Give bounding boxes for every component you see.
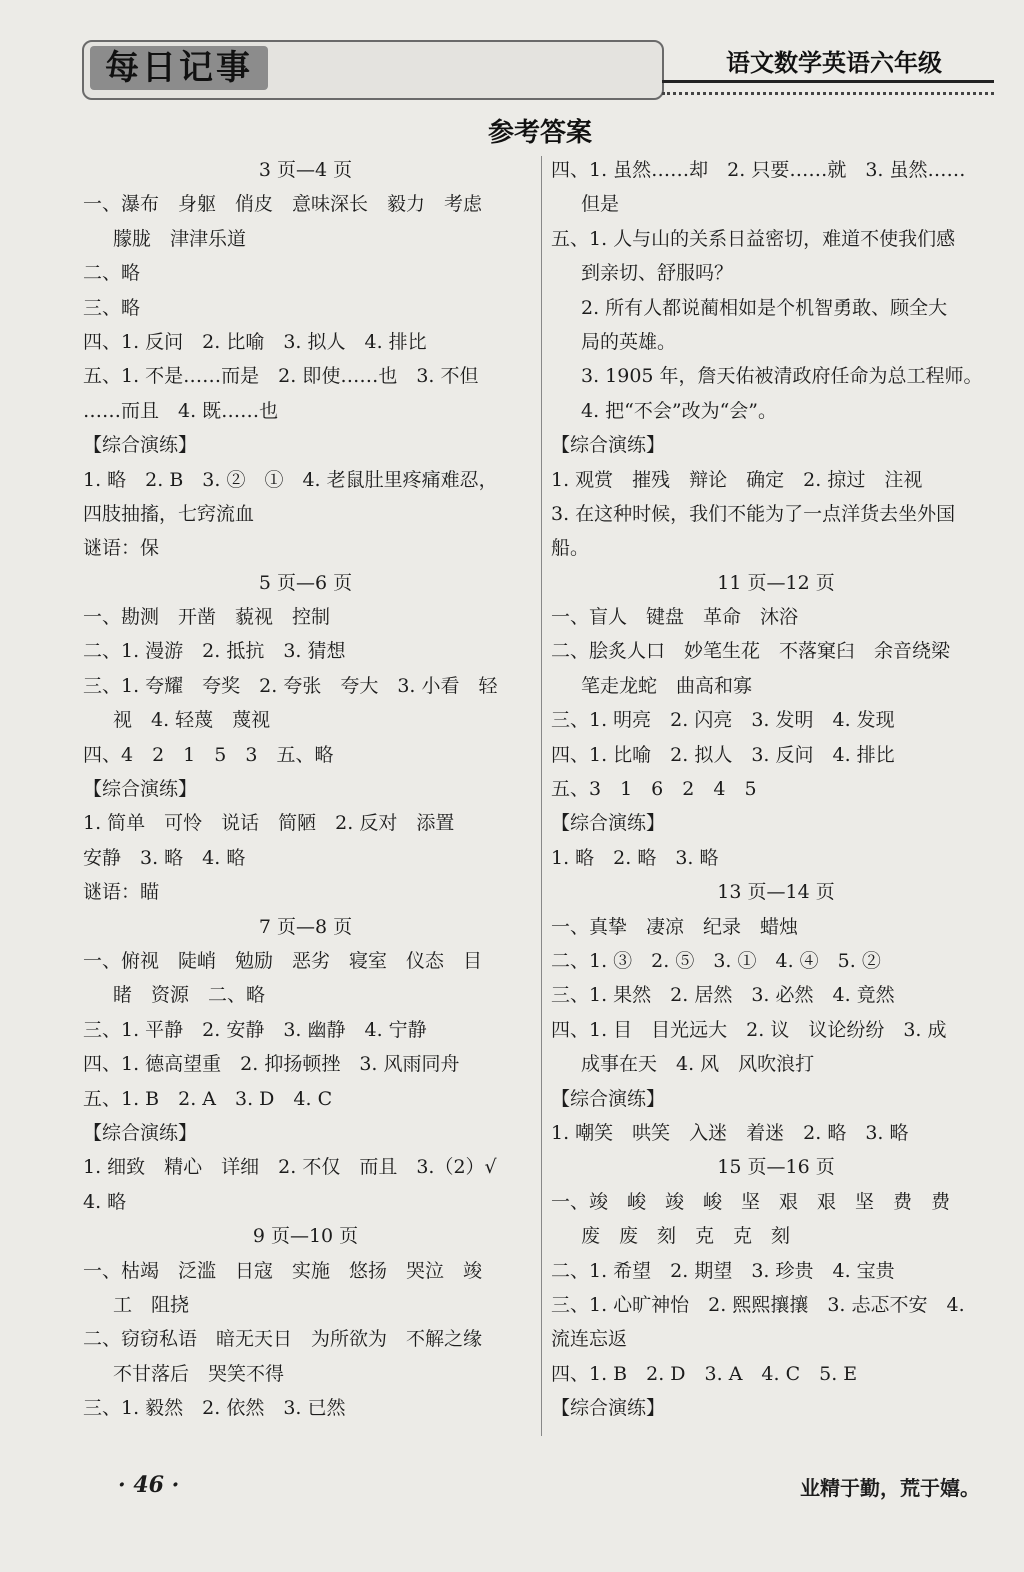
answer-line: 谜语：瞄 [83,881,160,904]
answer-line: 四、1. 比喻 2. 拟人 3. 反问 4. 排比 [551,743,895,766]
answer-line: ……而且 4. 既……也 [83,399,279,422]
answer-line: 三、1. 心旷神怡 2. 熙熙攘攘 3. 忐忑不安 4. [551,1293,965,1316]
answer-line: 2. 所有人都说蔺相如是个机智勇敢、顾全大 [581,296,948,319]
answer-line: 二、脍炙人口 妙笔生花 不落窠臼 余音绕梁 [551,640,951,663]
answer-line: 工 阻挠 [113,1293,190,1316]
answer-line: 【综合演练】 [83,778,198,801]
answer-line: 流连忘返 [551,1328,628,1351]
answer-line: 四、1. B 2. D 3. A 4. C 5. E [551,1362,858,1385]
answer-line: 【综合演练】 [83,434,198,457]
section-heading: 13 页—14 页 [717,881,835,904]
answer-line: 一、枯竭 泛滥 日寇 实施 悠扬 哭泣 竣 [83,1259,483,1282]
header-dotted-rule [662,92,994,95]
answer-line: 1. 略 2. B 3. ② ① 4. 老鼠肚里疼痛难忍， [83,468,498,491]
page-number: · 46 · [118,1472,180,1498]
answer-line: 1. 细致 精心 详细 2. 不仅 而且 3.（2）√ [83,1156,497,1179]
answer-line: 一、盲人 键盘 革命 沐浴 [551,606,799,629]
answer-line: 二、略 [83,262,141,285]
answer-line: 安静 3. 略 4. 略 [83,846,246,869]
answer-line: 局的英雄。 [581,330,677,353]
answer-line: 四、1. 虽然……却 2. 只要……就 3. 虽然…… [551,159,966,181]
answer-line: 三、1. 夸耀 夸奖 2. 夸张 夸大 3. 小看 轻 [83,674,498,697]
answer-line: 五、1. 不是……而是 2. 即使……也 3. 不但 [83,365,479,388]
section-heading: 11 页—12 页 [717,571,835,594]
answer-line: 五、1. 人与山的关系日益密切，难道不使我们感 [551,227,956,250]
footer-motto: 业精于勤，荒于嬉。 [800,1476,980,1500]
answer-line: 四、1. 反问 2. 比喻 3. 拟人 4. 排比 [83,330,427,353]
answer-line: 一、竣 峻 竣 峻 坚 艰 艰 坚 费 费 [551,1190,951,1213]
answer-line: 四、4 2 1 5 3 五、略 [83,743,334,766]
answer-line: 一、瀑布 身躯 俏皮 意味深长 毅力 考虑 [83,193,483,216]
header-rule [662,80,994,83]
answer-line: 三、1. 果然 2. 居然 3. 必然 4. 竟然 [551,984,895,1007]
answer-line: 三、1. 明亮 2. 闪亮 3. 发明 4. 发现 [551,709,895,732]
column-divider [541,156,542,1436]
answer-line: 废 废 刻 克 克 刻 [581,1225,791,1248]
answer-line: 一、勘测 开凿 藐视 控制 [83,606,331,629]
answer-line: 【综合演练】 [551,434,666,457]
answer-line: 一、真挚 凄凉 纪录 蜡烛 [551,915,799,938]
answer-line: 3. 1905 年，詹天佑被清政府任命为总工程师。 [581,365,983,388]
answer-line: 五、3 1 6 2 4 5 [551,778,757,801]
right-column [551,153,1001,1425]
section-heading: 5 页—6 页 [258,571,353,594]
page-title: 参考答案 [487,118,592,148]
section-heading: 3 页—4 页 [258,159,353,181]
answer-line: 四肢抽搐，七窍流血 [83,502,255,525]
answer-line: 四、1. 德高望重 2. 抑扬顿挫 3. 风雨同舟 [83,1053,460,1076]
answer-line: 但是 [581,193,620,216]
section-heading: 9 页—10 页 [252,1225,359,1248]
answer-line: 三、1. 平静 2. 安静 3. 幽静 4. 宁静 [83,1018,427,1041]
answer-line: 不甘落后 哭笑不得 [113,1362,285,1385]
section-heading: 7 页—8 页 [258,915,353,938]
answer-line: 【综合演练】 [551,1397,666,1420]
answer-line: 3. 在这种时候，我们不能为了一点洋货去坐外国 [551,502,956,525]
answer-line: 朦胧 津津乐道 [113,227,247,250]
section-heading: 15 页—16 页 [717,1156,835,1179]
answer-line: 四、1. 目 目光远大 2. 议 议论纷纷 3. 成 [551,1018,947,1041]
answer-line: 二、窃窃私语 暗无天日 为所欲为 不解之缘 [83,1328,483,1351]
left-column [83,153,528,1425]
answer-line: 成事在天 4. 风 风吹浪打 [581,1053,815,1076]
answer-line: 二、1. 漫游 2. 抵抗 3. 猜想 [83,640,346,663]
answer-line: 1. 观赏 摧残 辩论 确定 2. 掠过 注视 [551,468,923,491]
answer-line: 二、1. 希望 2. 期望 3. 珍贵 4. 宝贵 [551,1259,895,1282]
answer-line: 【综合演练】 [551,812,666,835]
answer-line: 三、略 [83,296,141,319]
answer-line: 【综合演练】 [83,1121,198,1144]
answer-line: 睹 资源 二、略 [113,984,266,1007]
answer-line: 【综合演练】 [551,1087,666,1110]
answer-line: 二、1. ③ 2. ⑤ 3. ① 4. ④ 5. ② [551,949,881,972]
answer-line: 视 4. 轻蔑 蔑视 [113,709,271,732]
header-subject: 语文数学英语六年级 [726,49,942,77]
header-label: 每日记事 [90,46,268,90]
answer-line: 笔走龙蛇 曲高和寡 [581,674,753,697]
answer-line: 1. 简单 可怜 说话 简陋 2. 反对 添置 [83,812,455,835]
answer-line: 4. 把“不会”改为“会”。 [581,399,778,422]
answer-line: 谜语：保 [83,537,160,560]
answer-line: 船。 [551,537,590,560]
answer-line: 到亲切、舒服吗？ [581,262,734,285]
answer-line: 1. 嘲笑 哄笑 入迷 着迷 2. 略 3. 略 [551,1121,909,1144]
answer-line: 1. 略 2. 略 3. 略 [551,846,719,869]
answer-line: 三、1. 毅然 2. 依然 3. 已然 [83,1397,346,1420]
answer-line: 4. 略 [83,1190,127,1213]
answer-line: 一、俯视 陡峭 勉励 恶劣 寝室 仪态 目 [83,949,483,972]
answer-line: 五、1. B 2. A 3. D 4. C [83,1087,333,1110]
